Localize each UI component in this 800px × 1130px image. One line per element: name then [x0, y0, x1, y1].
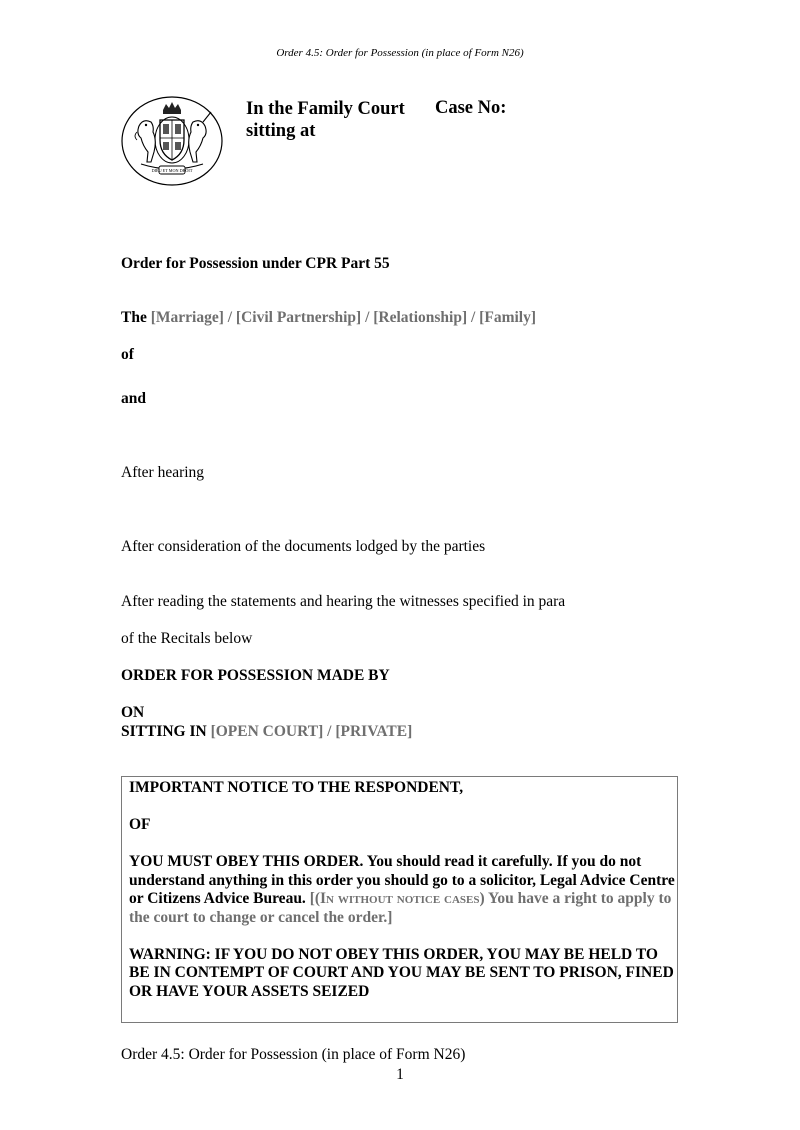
- after-reading-line-2: of the Recitals below: [121, 630, 253, 647]
- order-made-by: ORDER FOR POSSESSION MADE BY: [121, 667, 390, 684]
- sitting-in-options: [OPEN COURT] / [PRIVATE]: [210, 723, 413, 740]
- sitting-in-line: [121, 722, 412, 741]
- order-title: Order for Possession under CPR Part 55: [121, 255, 390, 272]
- notice-of-label: OF: [129, 816, 151, 833]
- svg-text:DIEU ET MON DROIT: DIEU ET MON DROIT: [151, 168, 193, 174]
- of-label: of: [121, 346, 134, 363]
- case-number-label: Case No:: [435, 98, 507, 118]
- notice-obey-text: YOU MUST OBEY THIS ORDER. You should read it carefully. If you do not understand anything in this order you should go to a solicitor, Legal Advice Centre or Citizens Advice Bureau.: [129, 853, 675, 907]
- without-notice-clause: [(In without notice cases) You have a right to apply to the court to change or cancel the order.]: [129, 890, 672, 926]
- court-name: In the Family Court: [246, 99, 405, 119]
- after-consideration: After consideration of the documents lodged by the parties: [121, 538, 486, 555]
- the-line: [121, 308, 536, 327]
- notice-obey-paragraph: [129, 853, 677, 927]
- notice-heading: IMPORTANT NOTICE TO THE RESPONDENT,: [129, 779, 464, 796]
- sitting-in-prefix: SITTING IN: [121, 723, 207, 740]
- the-prefix: The: [121, 309, 147, 326]
- after-hearing: After hearing: [121, 464, 205, 481]
- after-reading-line-1: After reading the statements and hearing the witnesses specified in para: [121, 593, 566, 610]
- on-label: ON: [121, 704, 145, 721]
- page-number: 1: [396, 1066, 404, 1083]
- notice-warning: WARNING: IF YOU DO NOT OBEY THIS ORDER, YOU MAY BE HELD TO BE IN CONTEMPT OF COURT AND YOU MAY BE SENT TO PRISON, FINED OR HAVE YOUR ASSETS SEIZED: [129, 945, 674, 1000]
- footer-title: Order 4.5: Order for Possession (in place of Form N26): [121, 1046, 466, 1063]
- and-label: and: [121, 390, 146, 407]
- running-header: Order 4.5: Order for Possession (in place of Form N26): [276, 47, 524, 59]
- royal-coat-of-arms-icon: [121, 96, 223, 186]
- respondent-notice-box: [121, 776, 678, 1023]
- court-sitting-at: sitting at: [246, 121, 316, 141]
- relationship-options: [Marriage] / [Civil Partnership] / [Relationship] / [Family]: [150, 309, 537, 326]
- court-title: [246, 98, 405, 142]
